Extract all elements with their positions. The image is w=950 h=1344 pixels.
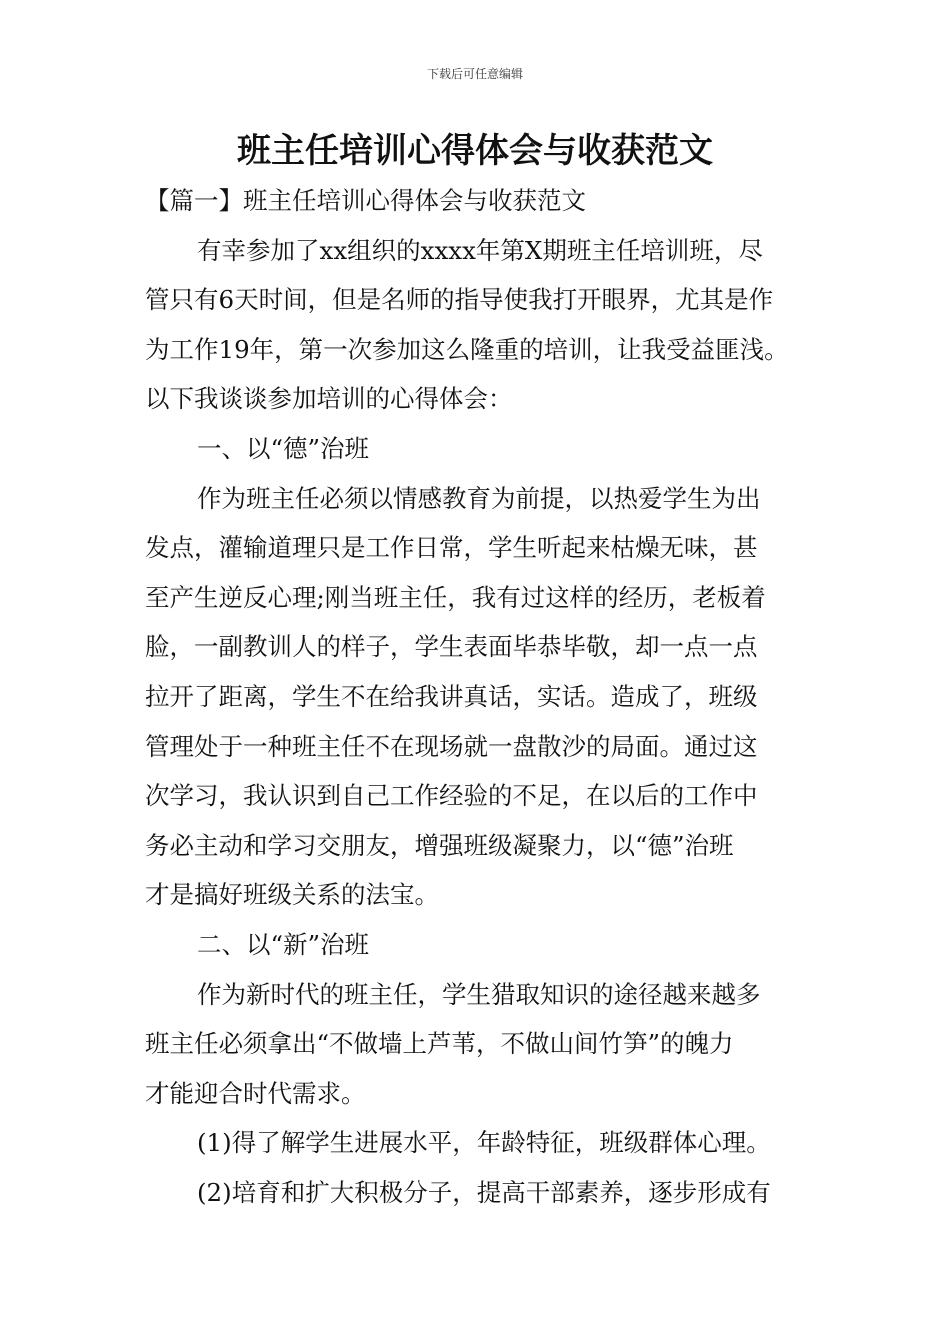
paragraph-line: 脸，一副教训人的样子，学生表面毕恭毕敬，却一点一点 — [145, 632, 758, 662]
paragraph-line: 班主任必须拿出“不做墙上芦苇，不做山间竹笋”的魄力 — [145, 1029, 734, 1059]
list-item: (2)培育和扩大积极分子，提高干部素养，逐步形成有 — [197, 1177, 771, 1207]
subheading: 二、以“新”治班 — [197, 929, 370, 959]
paragraph-line: 才能迎合时代需求。 — [145, 1078, 366, 1108]
paragraph-line: 次学习，我认识到自己工作经验的不足，在以后的工作中 — [145, 781, 758, 811]
paragraph-line: 发点，灌输道理只是工作日常，学生听起来枯燥无味，甚 — [145, 533, 758, 563]
paragraph-line: 以下我谈谈参加培训的心得体会： — [145, 384, 513, 414]
paragraph-line: 作为班主任必须以情感教育为前提，以热爱学生为出 — [197, 483, 761, 513]
paragraph-line: 管只有6天时间，但是名师的指导使我打开眼界，尤其是作 — [145, 285, 774, 315]
document-title: 班主任培训心得体会与收获范文 — [237, 131, 713, 171]
paragraph-line: 作为新时代的班主任，学生猎取知识的途径越来越多 — [197, 979, 761, 1009]
paragraph-line: 才是搞好班级关系的法宝。 — [145, 880, 439, 910]
header-note: 下载后可任意编辑 — [426, 67, 523, 81]
paragraph-line: 至产生逆反心理;刚当班主任，我有过这样的经历，老板着 — [145, 582, 766, 612]
list-item: (1)得了解学生进展水平，年龄特征，班级群体心理。 — [197, 1128, 771, 1158]
section-heading: 【篇一】班主任培训心得体会与收获范文 — [145, 186, 586, 215]
document-body — [145, 176, 813, 1217]
paragraph-line: 拉开了距离，学生不在给我讲真话，实话。造成了，班级 — [145, 681, 758, 711]
paragraph-line: 管理处于一种班主任不在现场就一盘散沙的局面。通过这 — [145, 731, 758, 761]
paragraph-line: 为工作19年，第一次参加这么隆重的培训，让我受益匪浅。 — [145, 334, 789, 364]
subheading: 一、以“德”治班 — [197, 433, 370, 463]
paragraph-line: 有幸参加了xx组织的xxxx年第X期班主任培训班，尽 — [197, 235, 763, 265]
paragraph-line: 务必主动和学习交朋友，增强班级凝聚力，以“德”治班 — [145, 830, 734, 860]
